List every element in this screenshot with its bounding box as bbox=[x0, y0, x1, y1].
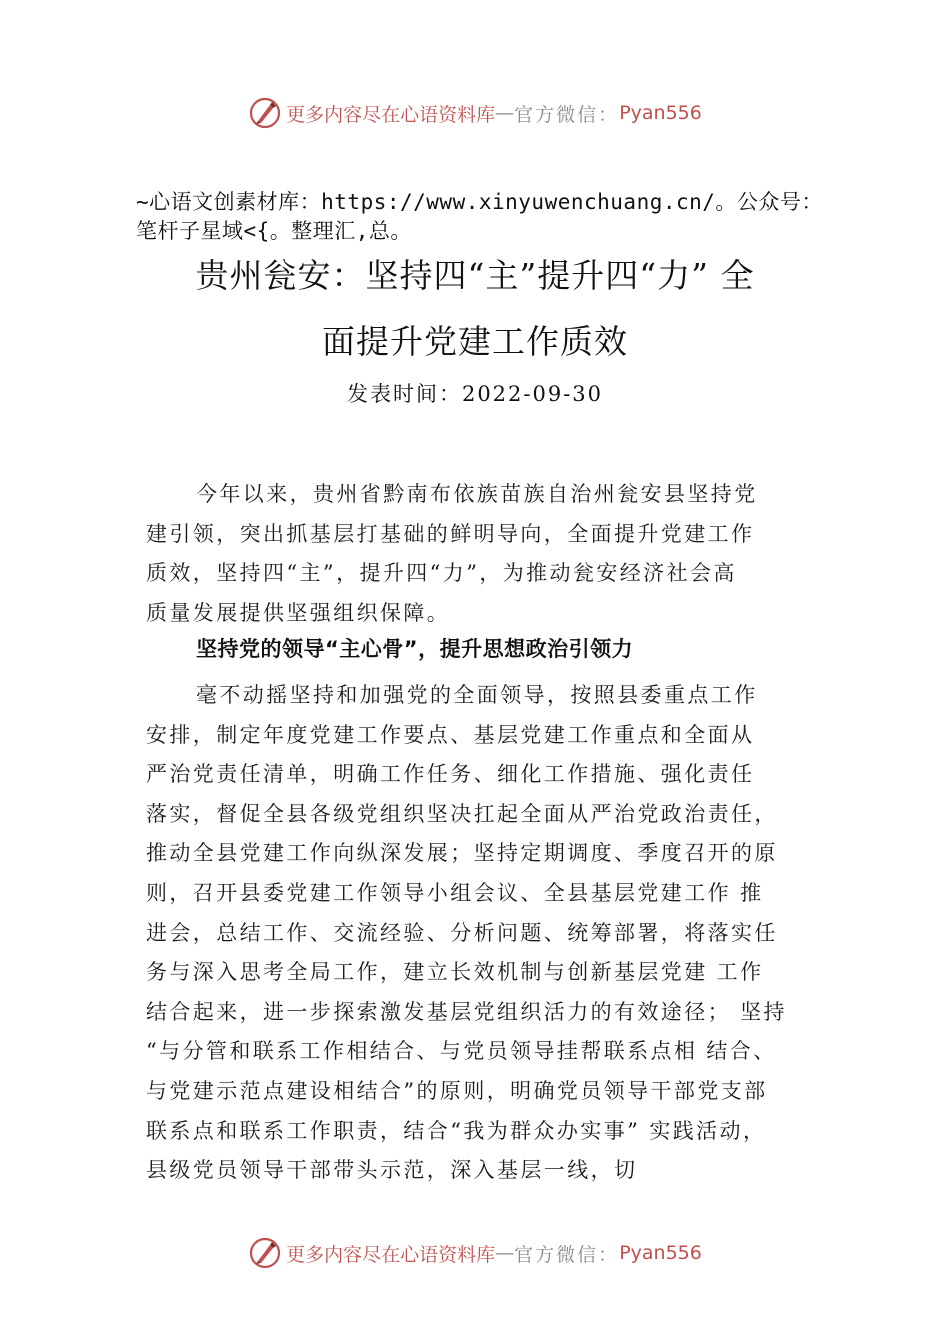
article-title-line-2: 面提升党建工作质效 bbox=[322, 322, 628, 361]
source-note bbox=[136, 188, 856, 246]
publish-time: 发表时间：2022-09-30 bbox=[346, 382, 604, 406]
source-note-line-2: 笔杆子星域<{。整理汇,总。 bbox=[136, 219, 412, 243]
paragraph-line: 进会，总结工作、交流经验、分析问题、统筹部署，将落实任 bbox=[146, 920, 778, 945]
paragraph-line: 今年以来，贵州省黔南布依族苗族自治州瓮安县坚持党 bbox=[196, 482, 758, 506]
paragraph-line: 务与深入思考全局工作，建立长效机制与创新基层党建 工作 bbox=[146, 960, 764, 985]
paragraph-line: 落实，督促全县各级党组织坚决扛起全面从严治党政治责任， bbox=[146, 801, 778, 826]
watermark-footer bbox=[0, 1236, 950, 1270]
watermark-wechat-label: 官方微信： bbox=[514, 1243, 620, 1266]
paragraph-line: “与分管和联系工作相结合、与党员领导挂帮联系点相 结合、 bbox=[146, 1039, 777, 1064]
section-heading: 坚持党的领导“主心骨”，提升思想政治引领力 bbox=[196, 637, 634, 661]
paragraph-line: 联系点和联系工作职责，结合“我为群众办实事” 实践活动， bbox=[146, 1118, 767, 1143]
paragraph-line: 严治党责任清单，明确工作任务、细化工作措施、强化责任 bbox=[146, 762, 755, 787]
paragraph-line: 则，召开县委党建工作领导小组会议、全县基层党建工作 推 bbox=[146, 880, 764, 905]
paragraph-line: 县级党员领导干部带头示范，深入基层一线，切 bbox=[146, 1158, 638, 1183]
paragraph-line: 与党建示范点建设相结合”的原则，明确党员领导干部党支部 bbox=[146, 1078, 768, 1103]
pen-logo-icon bbox=[248, 96, 282, 130]
paragraph-line: 质量发展提供坚强组织保障。 bbox=[146, 600, 451, 625]
watermark-brand-text: 更多内容尽在心语资料库 bbox=[286, 103, 496, 126]
watermark-separator: — bbox=[495, 1242, 515, 1264]
watermark-wechat-label: 官方微信： bbox=[514, 103, 620, 126]
paragraph-line: 建引领，突出抓基层打基础的鲜明导向，全面提升党建工作 bbox=[146, 521, 755, 546]
paragraph-line: 安排，制定年度党建工作要点、基层党建工作重点和全面从 bbox=[146, 722, 755, 747]
article-title-line-1: 贵州瓮安：坚持四“主”提升四“力” 全 bbox=[195, 256, 755, 295]
paragraph-section-1 bbox=[146, 676, 846, 1191]
source-note-line-1: ~心语文创素材库：https://www.xinyuwenchuang.cn/。公众号： bbox=[136, 190, 823, 214]
watermark-brand-text: 更多内容尽在心语资料库 bbox=[286, 1243, 496, 1266]
watermark-separator: — bbox=[495, 102, 515, 124]
paragraph-intro bbox=[146, 475, 846, 633]
paragraph-line: 毫不动摇坚持和加强党的全面领导，按照县委重点工作 bbox=[196, 683, 758, 707]
watermark-wechat-handle: Pyan556 bbox=[619, 102, 702, 124]
pen-logo-icon bbox=[248, 1236, 282, 1270]
paragraph-line: 结合起来，进一步探索激发基层党组织活力的有效途径； 坚持 bbox=[146, 999, 787, 1024]
paragraph-line: 推动全县党建工作向纵深发展；坚持定期调度、季度召开的原 bbox=[146, 841, 778, 866]
watermark-wechat-handle: Pyan556 bbox=[619, 1242, 702, 1264]
watermark-header bbox=[0, 96, 950, 130]
paragraph-line: 质效，坚持四“主”，提升四“力”，为推动瓮安经济社会高 bbox=[146, 561, 737, 586]
